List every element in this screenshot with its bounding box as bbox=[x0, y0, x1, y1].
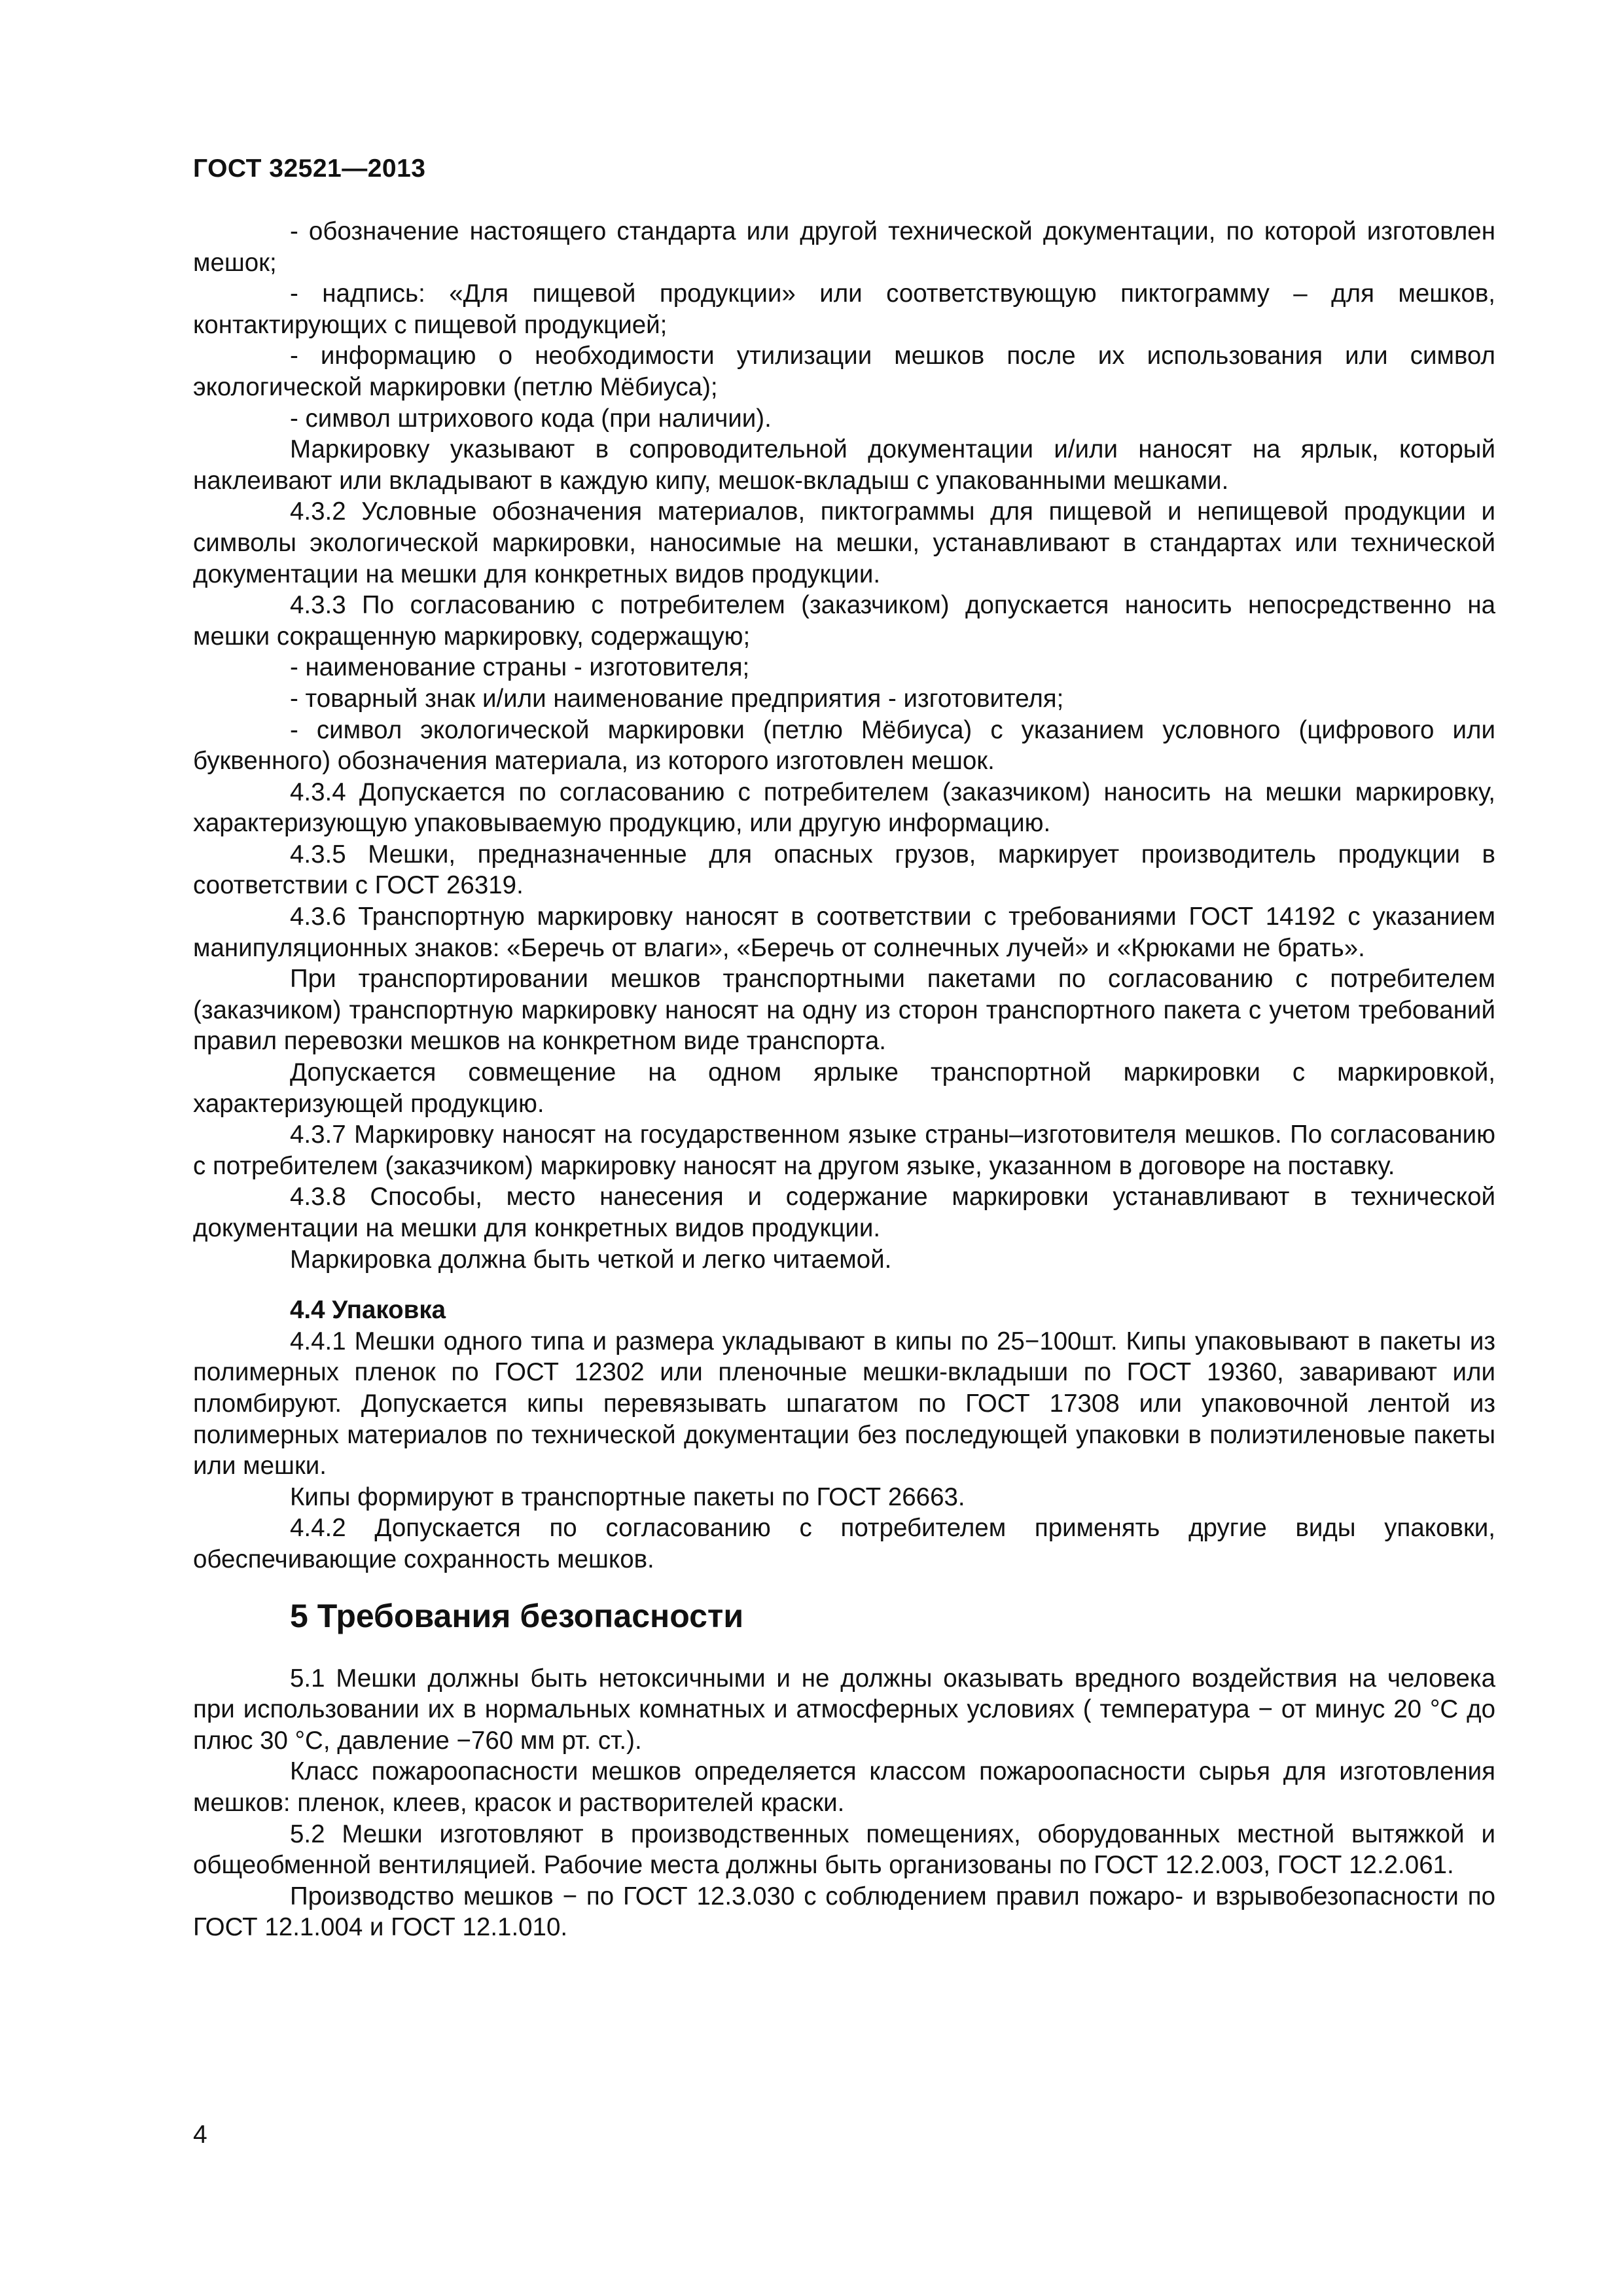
paragraph: 5.2 Мешки изготовляют в производственных помещениях, оборудованных местной вытяжкой и общеобменной вентиляцией. Рабочие места должны быть организованы по ГОСТ 12.2.003, ГОСТ 12.2.061. bbox=[193, 1820, 1495, 1880]
paragraph: - информацию о необходимости утилизации мешков после их использования или символ экологической маркировки (петлю Мёбиуса); bbox=[193, 342, 1495, 401]
page-number: 4 bbox=[193, 2121, 207, 2149]
paragraph: При транспортировании мешков транспортными пакетами по согласованию с потребителем (заказчиком) транспортную маркировку наносят на одну из сторон транспортного пакета с учетом требований правил перевозки мешков на конкретном виде транспорта. bbox=[193, 965, 1495, 1056]
paragraph: 5.1 Мешки должны быть нетоксичными и не должны оказывать вредного воздействия на человека при использовании их в нормальных комнатных и атмосферных условиях ( температура − от минус 20 °С до плюс 30 °С, давление −760 мм рт. ст.). bbox=[193, 1664, 1495, 1755]
section-heading-4-4: 4.4 Упаковка bbox=[290, 1296, 446, 1325]
paragraph: Допускается совмещение на одном ярлыке транспортной маркировки с маркировкой, характеризующей продукцию. bbox=[193, 1058, 1495, 1118]
paragraph: 4.4.2 Допускается по согласованию с потребителем применять другие виды упаковки, обеспечивающие сохранность мешков. bbox=[193, 1514, 1495, 1573]
standard-header: ГОСТ 32521—2013 bbox=[193, 154, 426, 183]
paragraph: - символ штрихового кода (при наличии). bbox=[290, 404, 772, 433]
paragraph: - наименование страны - изготовителя; bbox=[290, 653, 750, 682]
paragraph: Кипы формируют в транспортные пакеты по ГОСТ 26663. bbox=[290, 1482, 965, 1511]
paragraph: - обозначение настоящего стандарта или другой технической документации, по которой изготовлен мешок; bbox=[193, 217, 1495, 277]
section-heading-5: 5 Требования безопасности bbox=[290, 1597, 744, 1634]
paragraph: - символ экологической маркировки (петлю Мёбиуса) с указанием условного (цифрового или буквенного) обозначения материала, из которого изготовлен мешок. bbox=[193, 715, 1495, 776]
paragraph: - надпись: «Для пищевой продукции» или соответствующую пиктограмму – для мешков, контактирующих с пищевой продукцией; bbox=[193, 279, 1495, 339]
paragraph: 4.3.5 Мешки, предназначенные для опасных грузов, маркирует производитель продукции в соответствии с ГОСТ 26319. bbox=[193, 840, 1495, 900]
paragraph: 4.3.2 Условные обозначения материалов, пиктограммы для пищевой и непищевой продукции и символы экологической маркировки, наносимые на мешки, устанавливают в стандартах или технической документации на мешки для конкретных видов продукции. bbox=[193, 497, 1495, 588]
paragraph: 4.3.8 Способы, место нанесения и содержание маркировки устанавливают в технической документации на мешки для конкретных видов продукции. bbox=[193, 1183, 1495, 1242]
paragraph: Производство мешков − по ГОСТ 12.3.030 с соблюдением правил пожаро- и взрывобезопасности по ГОСТ 12.1.004 и ГОСТ 12.1.010. bbox=[193, 1882, 1495, 1942]
paragraph: 4.3.4 Допускается по согласованию с потребителем (заказчиком) наносить на мешки маркировку, характеризующую упаковываемую продукцию, или другую информацию. bbox=[193, 778, 1495, 838]
paragraph: - товарный знак и/или наименование предприятия - изготовителя; bbox=[290, 684, 1064, 713]
paragraph: 4.3.6 Транспортную маркировку наносят в соответствии с требованиями ГОСТ 14192 с указанием манипуляционных знаков: «Беречь от влаги», «Беречь от солнечных лучей» и «Крюками не брать». bbox=[193, 903, 1495, 962]
paragraph: Класс пожароопасности мешков определяется классом пожароопасности сырья для изготовления мешков: пленок, клеев, красок и растворителей краски. bbox=[193, 1757, 1495, 1817]
paragraph: 4.3.7 Маркировку наносят на государственном языке страны–изготовителя мешков. По согласованию с потребителем (заказчиком) маркировку наносят на другом языке, указанном в договоре на поставку. bbox=[193, 1121, 1495, 1180]
paragraph: Маркировку указывают в сопроводительной документации и/или наносят на ярлык, который наклеивают или вкладывают в каждую кипу, мешок-вкладыш с упакованными мешками. bbox=[193, 435, 1495, 495]
paragraph: 4.3.3 По согласованию с потребителем (заказчиком) допускается наносить непосредственно на мешки сокращенную маркировку, содержащую; bbox=[193, 591, 1495, 651]
page-body bbox=[193, 216, 1495, 1943]
paragraph: 4.4.1 Мешки одного типа и размера укладывают в кипы по 25−100шт. Кипы упаковывают в пакеты из полимерных пленок по ГОСТ 12302 или пленочные мешки-вкладыши по ГОСТ 19360, заваривают или пломбируют. Допускается кипы перевязывать шпагатом по ГОСТ 17308 или упаковочной лентой из полимерных материалов по технической документации без последующей упаковки в полиэтиленовые пакеты или мешки. bbox=[193, 1327, 1495, 1480]
paragraph: Маркировка должна быть четкой и легко читаемой. bbox=[290, 1245, 892, 1274]
